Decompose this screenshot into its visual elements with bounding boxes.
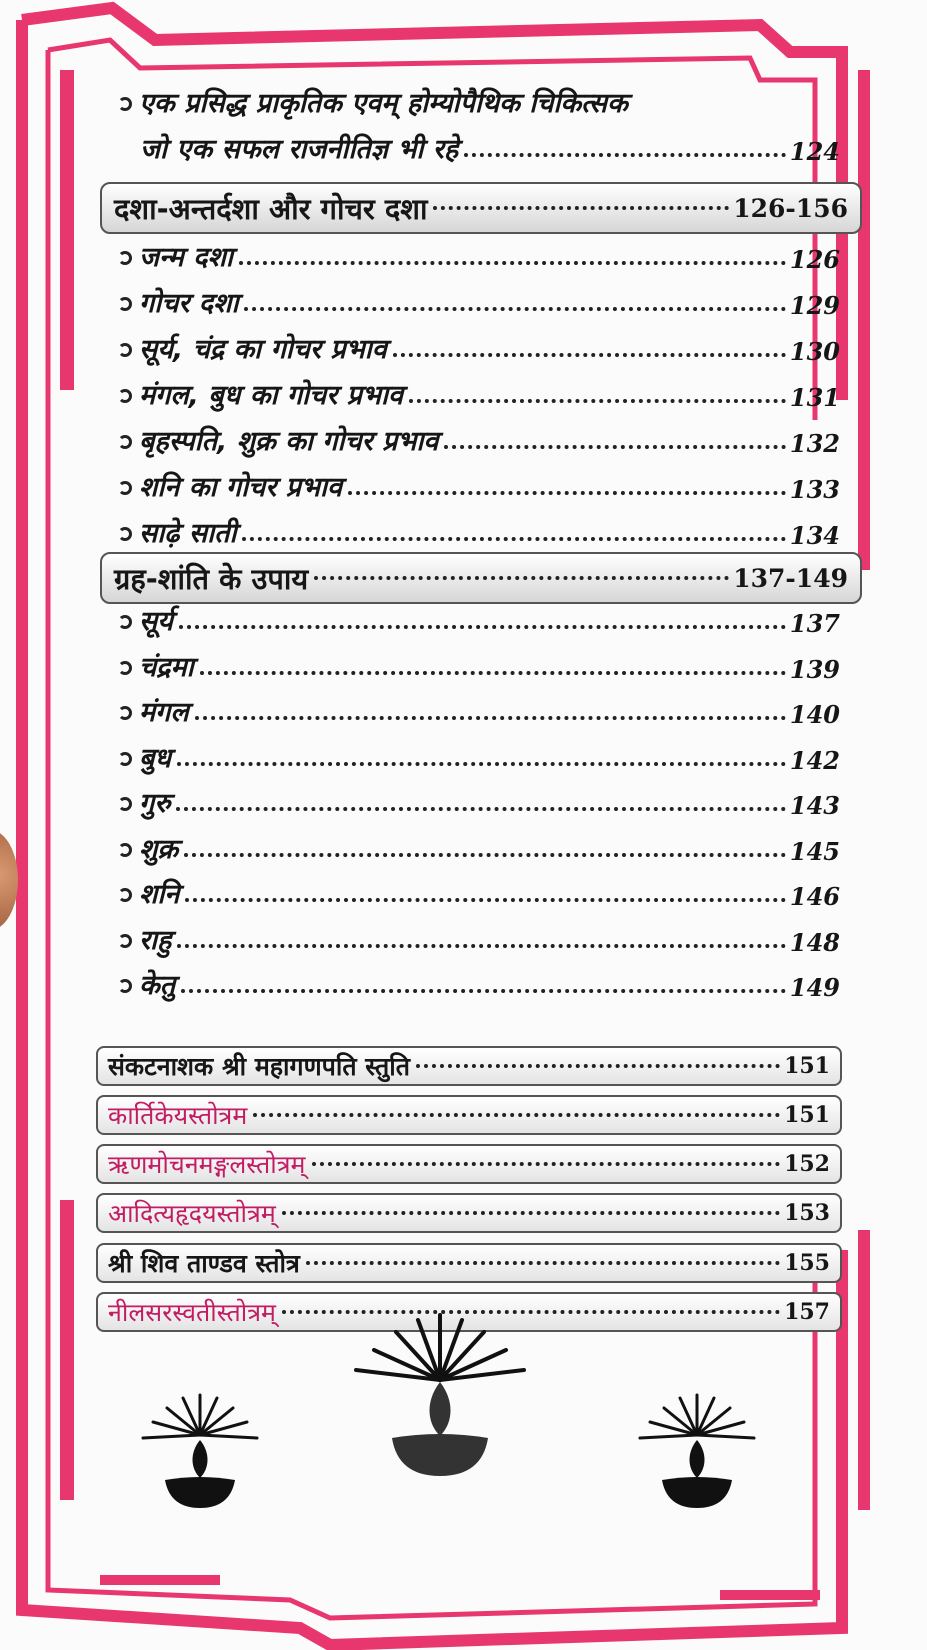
toc-entry-title: शुक्र	[139, 833, 179, 865]
stotra-entry[interactable]	[96, 1144, 842, 1184]
section-heading-grah-shanti[interactable]	[100, 552, 862, 604]
dot-leader	[242, 537, 785, 541]
page-number: 153	[784, 1200, 830, 1226]
toc-entry[interactable]	[118, 236, 840, 274]
toc-entry-title: जन्म दशा	[139, 242, 233, 273]
dot-leader	[312, 1162, 781, 1166]
dot-leader	[306, 1261, 780, 1265]
toc-entry[interactable]	[118, 600, 840, 638]
bullet-icon	[118, 343, 132, 357]
bullet-icon	[118, 615, 132, 629]
bullet-icon	[118, 706, 132, 720]
dot-leader	[409, 399, 786, 403]
page-number: 132	[789, 429, 840, 458]
toc-entry[interactable]	[118, 646, 840, 684]
dot-leader	[185, 898, 786, 902]
toc-entry-title: बृहस्पति, शुक्र का गोचर प्रभाव	[139, 426, 439, 457]
toc-entry-title: बुध	[139, 742, 172, 774]
dot-leader	[195, 716, 786, 720]
bullet-icon	[118, 481, 132, 495]
dot-leader	[464, 153, 786, 157]
bullet-icon	[118, 297, 132, 311]
section-heading-dasha[interactable]	[100, 182, 862, 234]
bullet-icon	[118, 97, 132, 111]
page-number: 140	[789, 700, 840, 729]
toc-entry-title: गोचर दशा	[139, 288, 239, 319]
toc-entry-title: शनि का गोचर प्रभाव	[139, 472, 342, 503]
toc-entry[interactable]	[118, 964, 840, 1002]
toc-entry-title: राहु	[139, 924, 172, 956]
page-number: 139	[789, 654, 840, 684]
page-number: 145	[789, 836, 840, 866]
stotra-entry[interactable]	[96, 1193, 842, 1233]
dot-leader	[200, 671, 786, 675]
bullet-icon	[118, 797, 132, 811]
diya-icon	[632, 1390, 762, 1510]
stotra-title: कार्तिकेयस्तोत्रम	[108, 1101, 248, 1130]
dot-leader	[184, 853, 786, 857]
section-title: दशा-अन्तर्दशा और गोचर दशा	[114, 191, 428, 226]
stotra-title: संकटनाशक श्री महागणपति स्तुति	[108, 1052, 411, 1081]
section-title: ग्रह-शांति के उपाय	[114, 561, 309, 596]
page-number: 124	[789, 137, 840, 166]
dot-leader	[282, 1211, 780, 1215]
bullet-icon	[118, 979, 132, 993]
toc-entry-title: सूर्य, चंद्र का गोचर प्रभाव	[139, 334, 387, 365]
dot-leader	[416, 1064, 780, 1068]
bullet-icon	[118, 661, 132, 675]
toc-entry[interactable]	[118, 466, 840, 504]
stotra-entry[interactable]	[96, 1243, 842, 1283]
bullet-icon	[118, 843, 132, 857]
page-number: 134	[789, 521, 840, 550]
bullet-icon	[118, 251, 132, 265]
bullet-icon	[118, 934, 132, 948]
page-number: 129	[789, 291, 840, 320]
dot-leader	[348, 491, 786, 495]
page-number: 155	[784, 1250, 830, 1276]
bullet-icon	[118, 527, 132, 541]
page-number: 130	[789, 337, 840, 366]
toc-entry[interactable]	[118, 919, 840, 957]
toc-entry-title: मंगल	[139, 697, 189, 728]
toc-entry-title: सूर्य	[139, 606, 173, 637]
dot-leader	[314, 576, 729, 580]
toc-entry-title: साढ़े साती	[139, 518, 237, 549]
toc-entry-intro-line2[interactable]	[140, 128, 840, 166]
toc-entry-title: केतु	[139, 970, 176, 1001]
page-number: 143	[789, 791, 840, 820]
page-number: 151	[784, 1102, 830, 1128]
dot-leader	[176, 807, 786, 811]
page-number: 133	[789, 475, 840, 504]
toc-entry[interactable]	[118, 737, 840, 775]
page-number: 148	[789, 927, 840, 957]
toc-entry-title: मंगल, बुध का गोचर प्रभाव	[139, 380, 403, 411]
dot-leader	[253, 1113, 780, 1117]
toc-entry-title: गुरु	[139, 788, 171, 819]
diya-icon	[135, 1390, 265, 1510]
toc-entry[interactable]	[118, 828, 840, 866]
page-number: 157	[784, 1299, 830, 1325]
dot-leader	[433, 206, 729, 210]
stotra-entry[interactable]	[96, 1095, 842, 1135]
stotra-entry[interactable]	[96, 1046, 842, 1086]
page-number: 131	[789, 383, 840, 412]
page-range: 126-156	[733, 193, 848, 223]
page-range: 137-149	[733, 563, 848, 593]
toc-entry[interactable]	[118, 512, 840, 550]
dot-leader	[177, 762, 786, 766]
stotra-title: आदित्यहृदयस्तोत्रम्	[108, 1199, 276, 1228]
toc-entry[interactable]	[118, 420, 840, 458]
stotra-title: नीलसरस्वतीस्तोत्रम्	[108, 1298, 276, 1327]
toc-entry[interactable]	[118, 873, 840, 911]
bullet-icon	[118, 752, 132, 766]
dot-leader	[393, 353, 786, 357]
toc-entry[interactable]	[118, 782, 840, 820]
dot-leader	[444, 445, 786, 449]
page-number: 152	[784, 1151, 830, 1177]
toc-entry[interactable]	[118, 328, 840, 366]
page-number: 137	[789, 609, 840, 638]
toc-entry-title: एक प्रसिद्ध प्राकृतिक एवम् होम्योपैथिक चिकित्सक	[139, 88, 628, 119]
dot-leader	[181, 989, 786, 993]
stotra-title: श्री शिव ताण्डव स्तोत्र	[108, 1249, 300, 1278]
page-number: 151	[784, 1053, 830, 1079]
dot-leader	[239, 261, 786, 265]
toc-entry[interactable]	[118, 691, 840, 729]
stotra-title: ऋणमोचनमङ्गलस्तोत्रम्	[108, 1150, 306, 1179]
bullet-icon	[118, 888, 132, 902]
page-number: 142	[789, 745, 840, 775]
page-number: 126	[789, 245, 840, 274]
toc-entry[interactable]	[118, 282, 840, 320]
dot-leader	[244, 307, 785, 311]
dot-leader	[179, 625, 786, 629]
toc-entry[interactable]	[118, 374, 840, 412]
toc-entry-title: शनि	[139, 879, 180, 910]
toc-entry-intro-line1[interactable]	[118, 82, 840, 120]
page-number: 146	[789, 882, 840, 911]
bullet-icon	[118, 435, 132, 449]
diya-icon	[350, 1310, 530, 1480]
page-number: 149	[789, 973, 840, 1002]
toc-entry-title: चंद्रमा	[139, 651, 194, 683]
bullet-icon	[118, 389, 132, 403]
dot-leader	[177, 944, 786, 948]
toc-entry-title: जो एक सफल राजनीतिज्ञ भी रहे	[140, 134, 459, 165]
